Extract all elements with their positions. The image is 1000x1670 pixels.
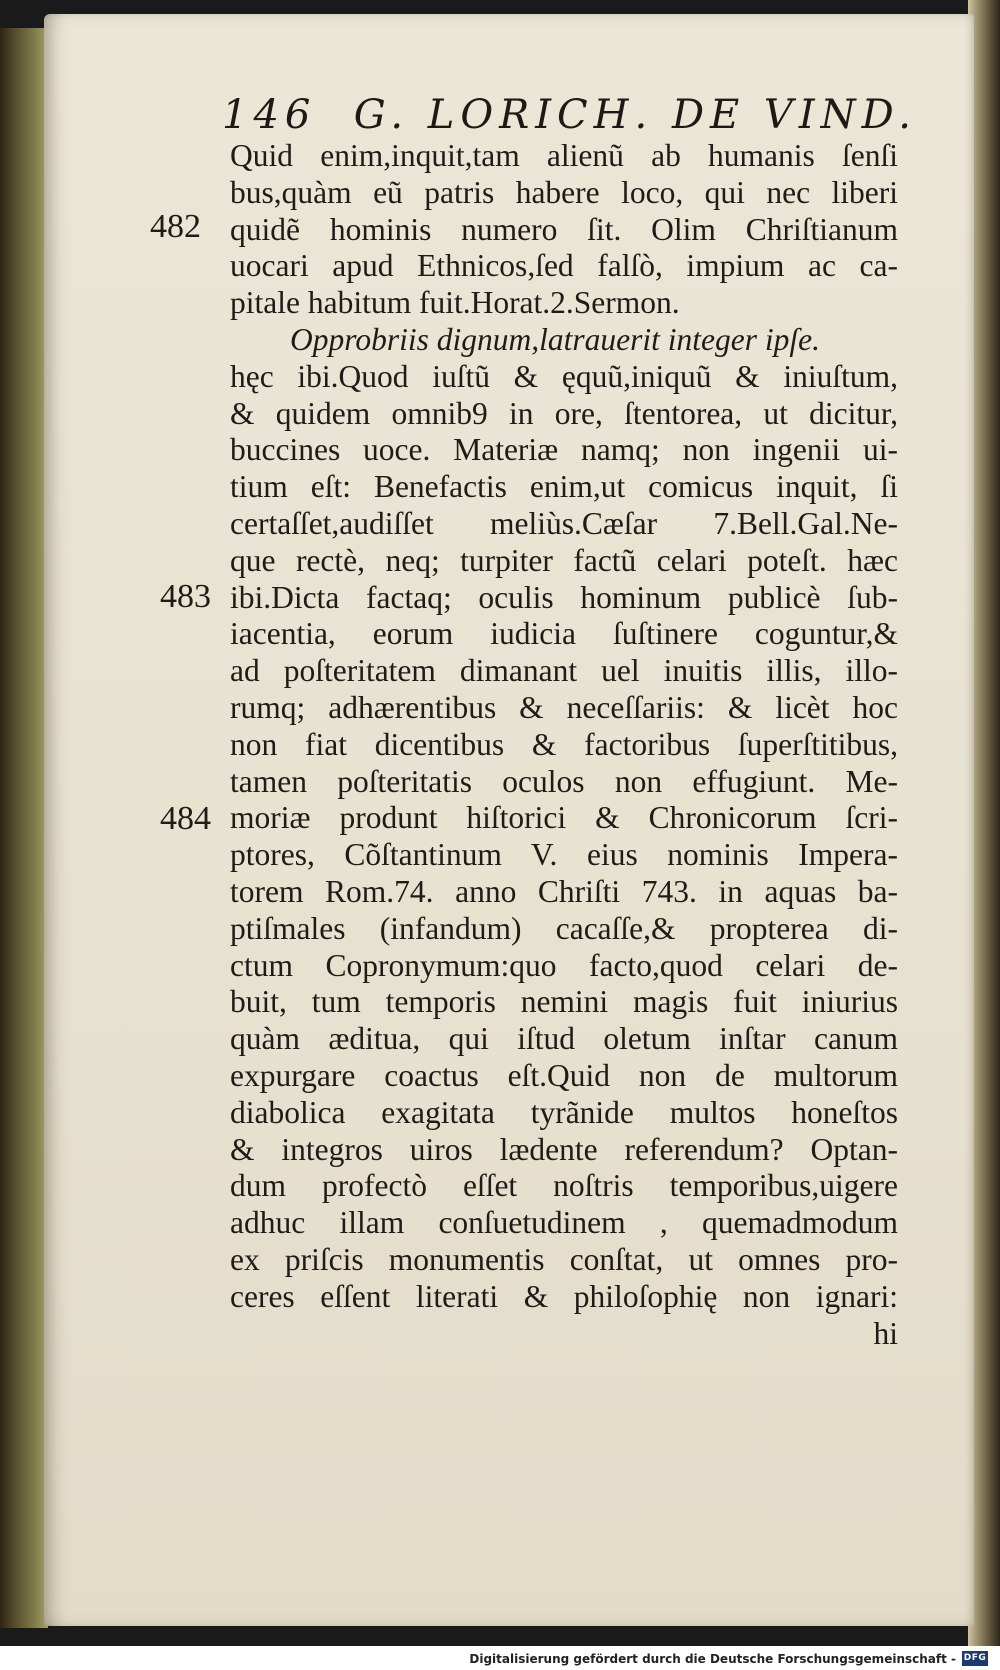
text-line: dum profectò eſſet noſtris temporibus,uigere [230,1168,898,1204]
catchword: hi [873,1315,898,1351]
text-line: ex priſcis monumentis conſtat, ut omnes pro- [230,1241,898,1277]
text-line: quidẽ hominis numero ſit. Olim Chriſtianum [230,211,898,247]
running-head [222,92,917,138]
text-line: expurgare coactus eſt.Quid non de multorum [230,1057,898,1093]
text-line: que rectè, neq; turpiter factũ celari poteſt. hæc [230,542,898,578]
marginal-number: 484 [160,800,211,837]
text-line: adhuc illam conſuetudinem , quemadmodum [230,1205,898,1241]
text-line: & integros uiros lædente referendum? Optan- [230,1131,898,1167]
marginal-number: 483 [160,578,211,615]
text-line: ptiſmales (infandum) cacaſſe,& propterea di- [230,910,898,946]
text-line: diabolica exagitata tyrãnide multos honeſtos [230,1094,898,1130]
text-line: ctum Copronymum:quo facto,quod celari de- [230,947,898,983]
text-line: ptores, Cõſtantinum V. eius nominis Impera- [230,837,898,873]
page-number: 146 [222,92,317,138]
text-line: uocari apud Ethnicos,ſed falſò, impium ac ca- [230,248,898,284]
text-line: moriæ produnt hiſtorici & Chronicorum ſcri- [230,800,898,836]
text-line: buit, tum temporis nemini magis fuit iniurius [230,984,898,1020]
text-line: quàm æditua, qui iſtud oletum inſtar canum [230,1021,898,1057]
text-line: tamen poſteritatis oculos non effugiunt. Me- [230,763,898,799]
dfg-logo: DFG [962,1651,988,1666]
running-title: G. LORICH. DE VIND. [353,92,917,138]
text-line: ibi.Dicta factaq; oculis hominum publicè ſub- [230,579,898,615]
text-line: non fiat dicentibus & factoribus ſuperſtitibus, [230,726,898,762]
text-line: rumq; adhærentibus & neceſſariis: & licèt hoc [230,689,898,725]
text-line: pitale habitum fuit.Horat.2.Sermon. [230,285,680,321]
text-line: & quidem omnib9 in ore, ſtentorea, ut dicitur, [230,395,898,431]
digitization-credit: Digitalisierung gefördert durch die Deutsche Forschungsgemeinschaft - [469,1652,956,1666]
text-line: ad poſteritatem dimanant uel inuitis illis, illo- [230,653,898,689]
body-text [230,138,898,1352]
text-line: tium eſt: Benefactis enim,ut comicus inquit, ſi [230,469,898,505]
text-line: iacentia, eorum iudicia ſuſtinere coguntur,& [230,616,898,652]
text-line: bus,quàm eũ patris habere loco, qui nec liberi [230,174,898,210]
text-line: hęc ibi.Quod iuſtũ & ęquũ,iniquũ & iniuſtum, [230,358,898,394]
text-line: torem Rom.74. anno Chriſti 743. in aquas ba- [230,873,898,909]
quoted-verse-line: Opprobriis dignum,latrauerit integer ipſe. [290,321,820,357]
text-line: buccines uoce. Materiæ namq; non ingenii ui- [230,432,898,468]
book-spine-edge [0,28,48,1628]
text-line: certaſſet,audiſſet meliùs.Cæſar 7.Bell.Gal.Ne- [230,505,898,541]
text-line: ceres eſſent literati & philoſophię non ignari: [230,1278,898,1314]
marginal-number: 482 [150,208,201,245]
text-line: Quid enim,inquit,tam alienũ ab humanis ſenſi [230,138,898,173]
